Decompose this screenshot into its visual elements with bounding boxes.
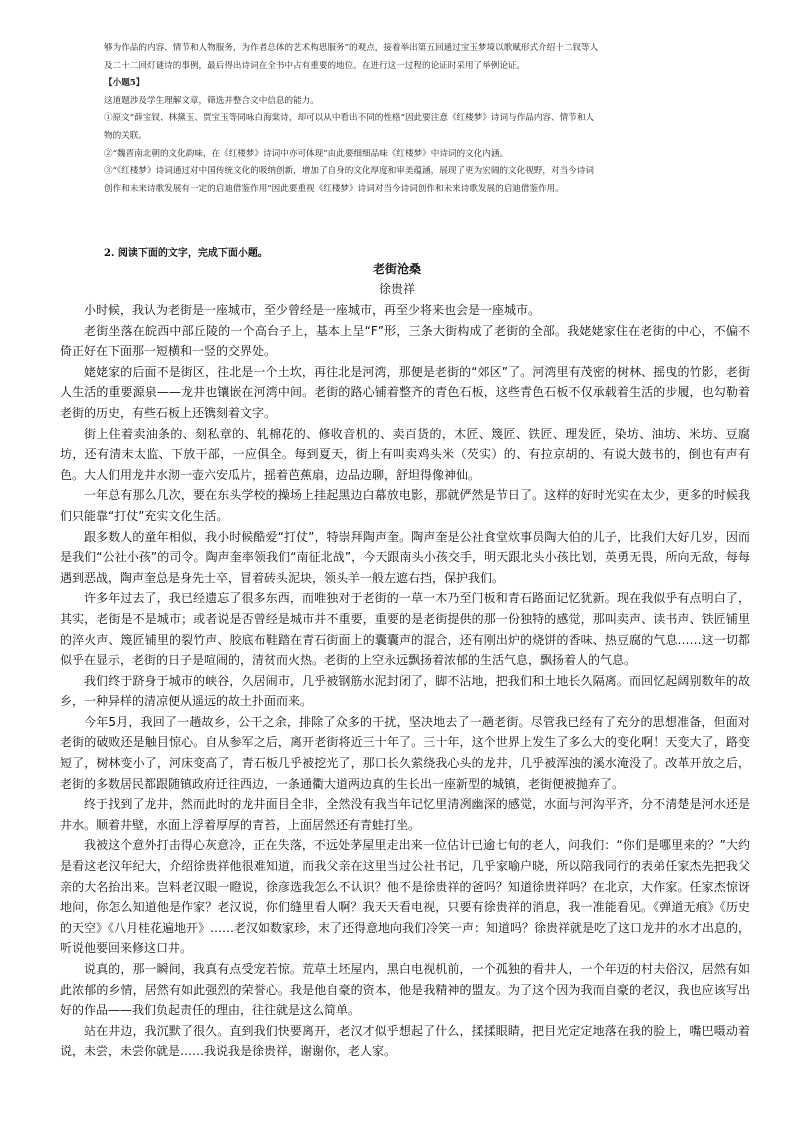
analysis-line: 物的关联。 [104,130,147,141]
paragraph: 一年总有那么几次，要在东头学校的操场上挂起黑边白幕放电影，那就俨然是节日了。这样的好时光实在太少，更多的时候我们只能靠“打仗”充实文化生活。 [60,488,750,523]
article-author: 徐贵祥 [378,282,415,296]
analysis-line: ②“魏晋南北朝的文化韵味，在《红楼梦》诗词中亦可体现”由此要细细品味《红楼梦》中诗词的文化内涵。 [104,148,509,159]
article-title: 老街沧桑 [372,262,421,276]
analysis-line: 及二十二回灯谜诗的事例，最后得出诗词在全书中占有重要的地位。在进行这一过程的论证时采用了举例论证。 [104,60,526,71]
paragraph: 街上住着卖油条的、刻私章的、轧棉花的、修收音机的、卖百货的，木匠、篾匠、铁匠、理发匠，染坊、油坊、米坊、豆腐坊，还有清末太监、下放干部，一应俱全。每到夏天，街上有叫卖鸡头米（芡实）的、有拉京胡的、有说大鼓书的，倒也有声有色。大人们用龙井水沏一壶六安瓜片，摇着芭蕉扇，边品边聊，舒坦得像神仙。 [60,426,750,482]
subquestion-label: 【小题5】 [104,78,145,89]
analysis-line: ①原文“薛宝钗、林黛玉、贾宝玉等同咏白海棠诗，却可以从中看出不同的性格”因此要注意《红楼梦》诗词与作品内容、情节和人 [104,113,595,124]
question-heading: 2. 阅读下面的文字，完成下面小题。 [104,248,268,259]
article-body [60,300,750,1062]
paragraph: 我们终于跻身于城市的峡谷，久居闹市，几乎被钢筋水泥封闭了，脚不沾地，把我们和土地长久隔离。而回忆起阔别数年的故乡，一种异样的清凉便从遥远的故土扑面而来。 [60,673,750,709]
paragraph: 跟多数人的童年相似，我小时候酷爱“打仗”，特崇拜陶声奎。陶声奎是公社食堂炊事员陶大伯的儿子，比我们大好几岁，因而是我们“公社小孩”的司令。陶声奎率领我们“南征北战”，今天跟南头小孩交手，明天跟北头小孩比划，英勇无畏，所向无敌，每每遇到恶战，陶声奎总是身先士卒，冒着砖头泥块，领头羊一般左遮右挡，保护我们。 [60,529,750,585]
paragraph: 站在井边，我沉默了很久。直到我们快要离开，老汉才似乎想起了什么，揉揉眼睛，把目光定定地落在我的脸上，嘴巴嗫动着说，未尝，未尝你就是……我说我是徐贵祥，谢谢你，老人家。 [60,1023,750,1059]
paragraph: 姥姥家的后面不是街区，往北是一个土坎，再往北是河湾，那便是老街的“郊区”了。河湾里有茂密的树林、摇曳的竹影，老街人生活的重要源泉——龙井也镶嵌在河湾中间。老街的路心铺着整齐的青色石板，这些青色石板不仅承载着生活的步履，也勾勒着老街的历史，有些石板上还镌刻着文字。 [60,364,750,420]
analysis-line: 够为作品的内容、情节和人物服务，为作者总体的艺术构思服务”的观点，接着举出第五回通过宝玉梦境以歌赋形式介绍十二钗等人 [104,43,599,53]
paragraph: 终于找到了龙井，然而此时的龙井面目全非，全然没有我当年记忆里清冽幽深的感觉，水面与河沟平齐，分不清楚是河水还是井水。顺着井壁，水面上浮着厚厚的青苔，上面居然还有青蛙打坐。 [60,797,750,832]
analysis-line: ③“《红楼梦》诗词通过对中国传统文化的吸纳创新，增加了自身的文化厚度和审美蕴涵，展现了更为宏阔的文化视野，对当今诗词 [104,166,594,177]
paragraph: 说真的，那一瞬间，我真有点受宠若惊。荒草土坯屋内，黑白电视机前，一个孤独的看井人，一个年迈的村夫俗汉，居然有如此浓郁的乡情，居然有如此强烈的荣誉心。我是他自豪的资本，他是我精神的盟友。为了这个因为我而自豪的老汉，我也应该写出好的作品——我们负起责任的理由，往往就是这么简单。 [60,962,750,1018]
paragraph: 今年5月，我回了一趟故乡，公干之余，排除了众多的干扰，坚决地去了一趟老街。尽管我已经有了充分的思想准备，但面对老街的破败还是触目惊心。自从参军之后，离开老街将近三十年了。三十年，这个世界上发生了多么大的变化啊！天变大了，路变短了，树林变小了，河床变高了，青石板几乎被挖光了，那口长久萦绕我心头的龙井，几乎被浑浊的溪水淹没了。改革开放之后，老街的多数居民都跟随镇政府迁往西边，一条通衢大道两边真的生长出一座新型的城镇，老街便被抛弃了。 [60,714,750,791]
paragraph: 老街坐落在皖西中部丘陵的一个高台子上，基本上呈“F”形，三条大街构成了老街的全部。我姥姥家住在老街的中心，不偏不倚正好在下面那一短横和一竖的交界处。 [60,323,750,359]
answer-analysis-block [104,40,744,198]
analysis-line: 创作和未来诗歌发展有一定的启迪借鉴作用”因此要重视《红楼梦》诗词对当今诗词创作和未来诗歌发展的启迪借鉴作用。 [104,183,564,194]
paragraph: 我被这个意外打击得心灰意冷，正在失落，不远处茅屋里走出来一位估计已逾七旬的老人，问我们：“你们是哪里来的？”大约是看这老汉年纪大，介绍徐贵祥他很难知道，而我父亲在这里当过公社书记，几乎家喻户晓，所以陪我同行的表弟任家杰先把我父亲的大名抬出来。岂料老汉眼一瞪说，徐彦选我怎么不认识？他不是徐贵祥的爸吗？知道徐贵祥吗？在北京，大作家。任家杰惊讶地问，你怎么知道他是作家？老汉说，你们缝里看人啊？我天天看电视，只要有徐贵祥的消息，我一准能看见。《弹道无痕》《历史的天空》《八月桂花遍地开》……老汉如数家珍，末了还得意地向我们冷笑一声：知道吗？徐贵祥就是吃了这口龙井的水才出息的，听说他要回来修这口井。 [60,838,751,956]
analysis-line: 这道题涉及学生理解文章，筛选并整合文中信息的能力。 [104,95,319,106]
paragraph: 小时候，我认为老街是一座城市，至少曾经是一座城市，再至少将来也会是一座城市。 [84,303,541,317]
paragraph: 许多年过去了，我已经遗忘了很多东西，而唯独对于老街的一草一木乃至门板和青石路面记忆犹新。现在我似乎有点明白了，其实，老街是不是城市；或者说是否曾经是城市并不重要，重要的是老街提供的那一份独特的感觉，那叫卖声、读书声、铁匠铺里的淬火声、篾匠铺里的裂竹声、胶底布鞋踏在青石街面上的囊囊声的混合，还有刚出炉的烧饼的香味、热豆腐的气息……这一切都似乎在显示，老街的日子是喧闹的，清贫而火热。老街的上空永远飘扬着浓郁的生活气息，飘扬着人的气息。 [60,591,750,668]
